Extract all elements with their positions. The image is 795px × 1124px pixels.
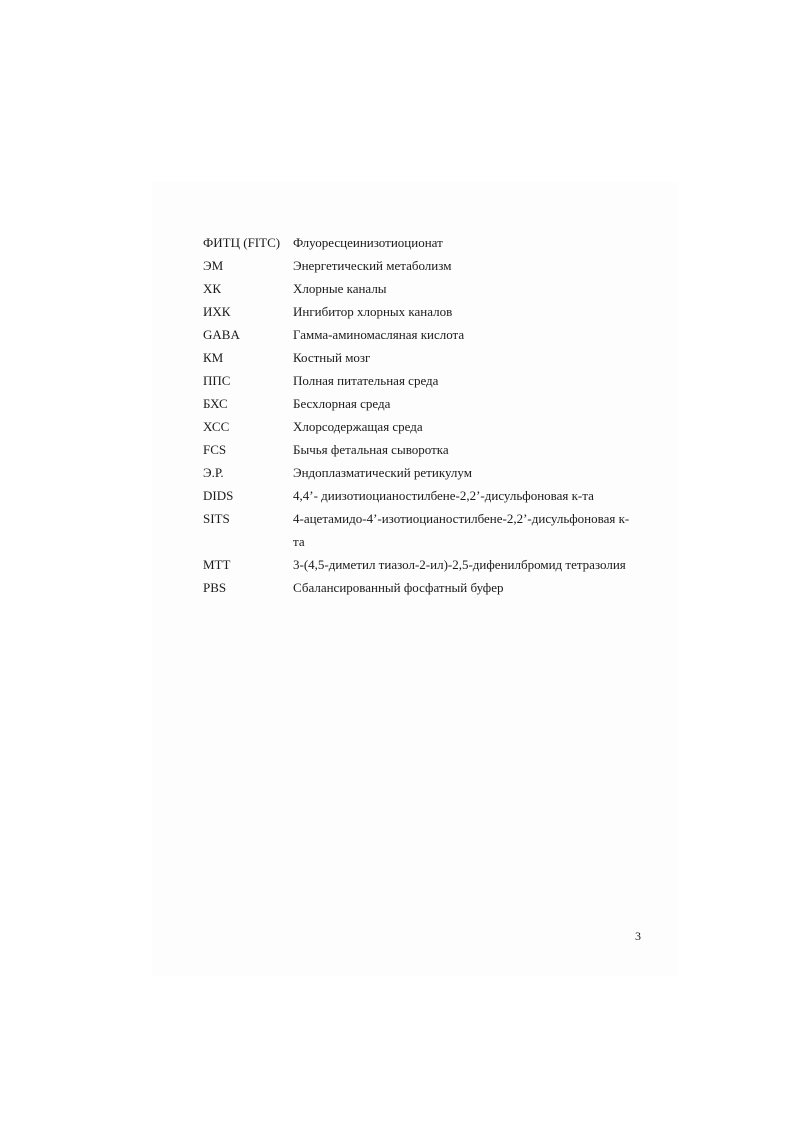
abbreviation-row (203, 233, 653, 256)
abbreviation-term: FCS (203, 442, 227, 457)
abbreviation-term: ЭМ (203, 258, 224, 273)
abbreviation-row (203, 509, 653, 532)
page-number: 3 (635, 929, 641, 943)
abbreviation-definition: Гамма-аминомасляная кислота (293, 327, 465, 342)
abbreviation-row (203, 394, 653, 417)
abbreviation-term: DIDS (203, 488, 234, 503)
abbreviation-term: SITS (203, 511, 230, 526)
abbreviation-definition: Энергетический метаболизм (293, 258, 452, 273)
abbreviation-definition: Хлорные каналы (293, 281, 387, 296)
abbreviation-row-continuation (203, 532, 653, 555)
abbreviation-row (203, 325, 653, 348)
abbreviation-term: GABA (203, 327, 240, 342)
abbreviation-row (203, 440, 653, 463)
abbreviation-definition: Костный мозг (293, 350, 371, 365)
abbreviation-definition: Сбалансированный фосфатный буфер (293, 580, 504, 595)
abbreviation-term: ИХК (203, 304, 231, 319)
abbreviation-definition: Эндоплазматический ретикулум (293, 465, 472, 480)
abbreviation-row (203, 348, 653, 371)
abbreviation-term: Э.Р. (203, 465, 224, 480)
abbreviation-term (203, 532, 293, 555)
abbreviation-row (203, 371, 653, 394)
abbreviation-term: БХС (203, 396, 228, 411)
abbreviation-term: ХСС (203, 419, 230, 434)
abbreviation-term: ППС (203, 373, 231, 388)
abbreviation-definition: 4-ацетамидо-4’-изотиоцианостилбене-2,2’-дисульфоновая к- (293, 511, 630, 526)
abbreviation-row (203, 555, 653, 578)
abbreviation-row (203, 279, 653, 302)
abbreviation-definition: Полная питательная среда (293, 373, 439, 388)
abbreviation-list (203, 233, 653, 601)
abbreviation-row (203, 463, 653, 486)
abbreviation-definition: Бесхлорная среда (293, 396, 391, 411)
abbreviation-row (203, 417, 653, 440)
abbreviation-definition: 4,4’- диизотиоцианостилбене-2,2’-дисульфоновая к-та (293, 488, 594, 503)
abbreviation-definition: Ингибитор хлорных каналов (293, 304, 453, 319)
abbreviation-row (203, 486, 653, 509)
abbreviation-term: ФИТЦ (FITC) (203, 235, 281, 250)
abbreviation-term: ХК (203, 281, 222, 296)
abbreviation-row (203, 256, 653, 279)
abbreviation-definition: Хлорсодержащая среда (293, 419, 423, 434)
abbreviation-definition: Флуоресцеинизотиоционат (293, 235, 443, 250)
abbreviation-term: PBS (203, 580, 227, 595)
abbreviation-term: MTT (203, 557, 231, 572)
abbreviation-definition: та (293, 534, 305, 549)
abbreviation-term: КМ (203, 350, 224, 365)
abbreviation-row (203, 578, 653, 601)
abbreviation-row (203, 302, 653, 325)
abbreviation-definition: Бычья фетальная сыворотка (293, 442, 449, 457)
abbreviation-definition: 3-(4,5-диметил тиазол-2-ил)-2,5-дифенилбромид тетразолия (293, 557, 626, 572)
